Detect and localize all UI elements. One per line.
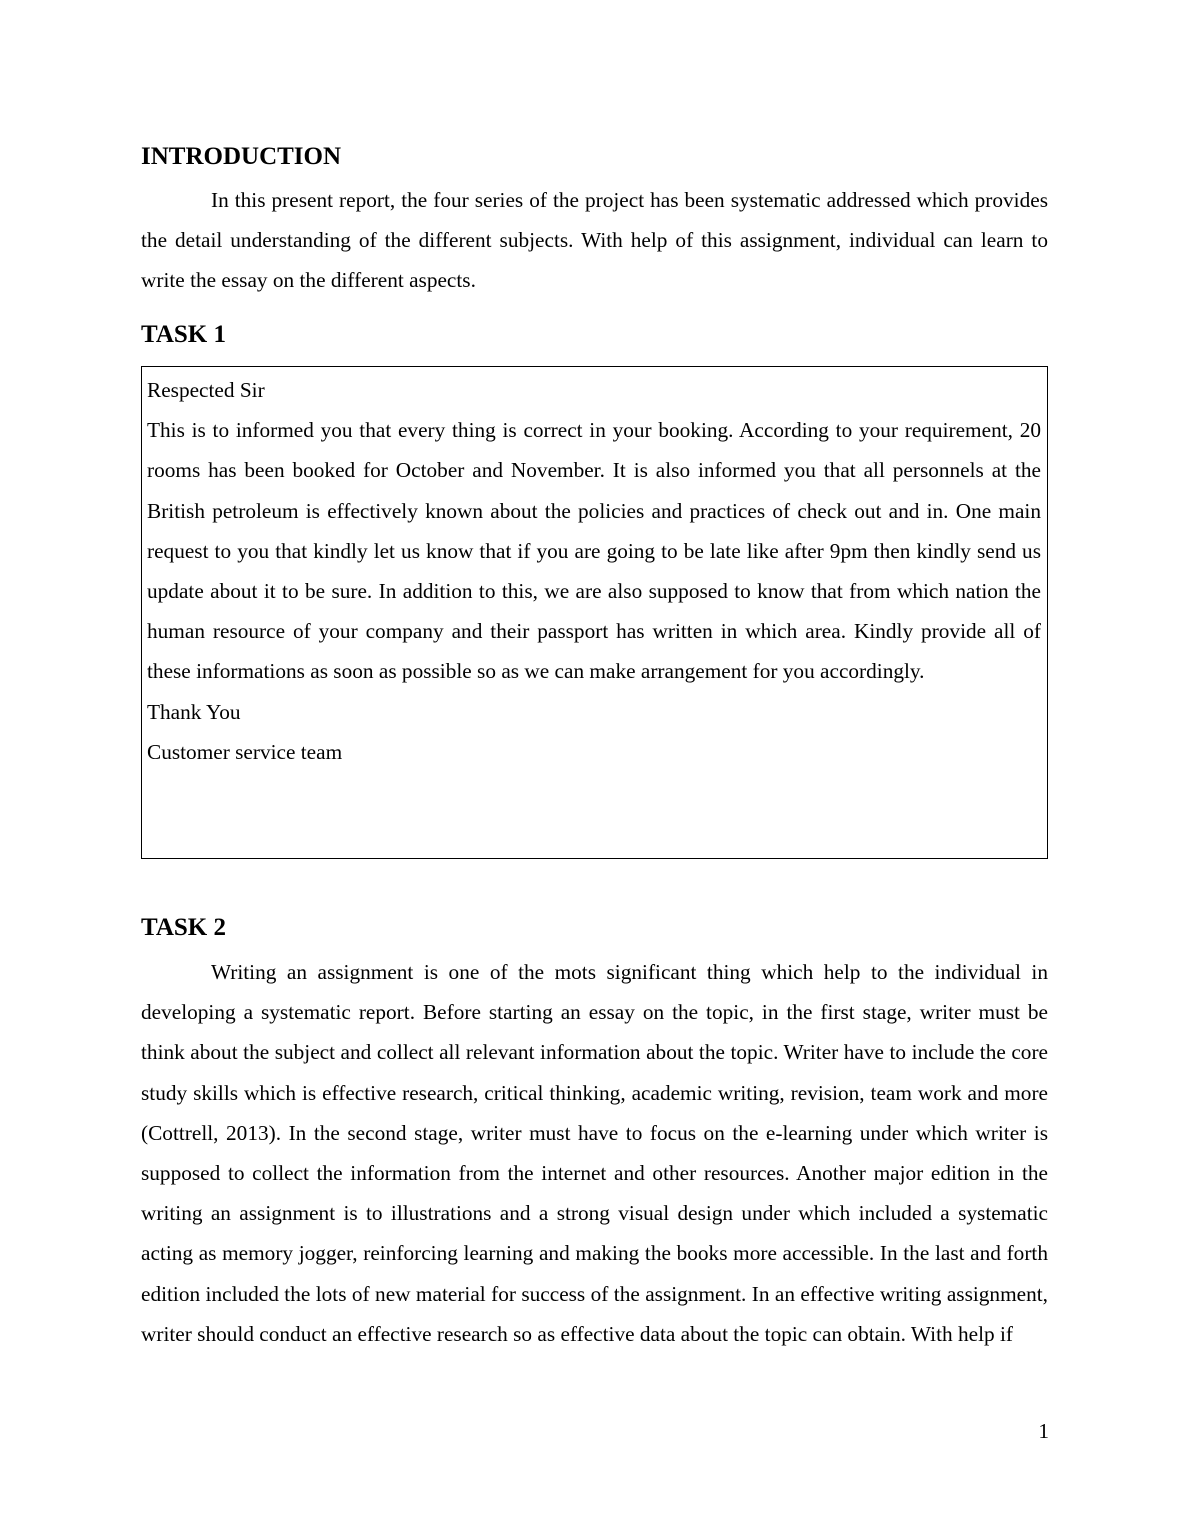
letter-signature: Customer service team [147,739,343,764]
task1-heading: TASK 1 [141,321,226,348]
task2-heading: TASK 2 [141,914,226,941]
introduction-paragraph: In this present report, the four series of the project has been systematic addressed which provides the detail understanding of the different subjects. With help of this assignment, individual can learn to write the essay on the different aspects. [141,188,1048,293]
letter-closing: Thank You [147,699,241,724]
page-number: 1 [1038,1419,1049,1443]
letter-salutation: Respected Sir [147,378,265,402]
letter-box [141,366,1048,859]
introduction-heading: INTRODUCTION [141,143,342,170]
letter-body: This is to informed you that every thing is correct in your booking. According to your requirement, 20 rooms has been booked for October and November. It is also informed you that all personnels at the British petroleum is effectively known about the policies and practices of check out and in. One main request to you that kindly let us know that if you are going to be late like after 9pm then kindly send us update about it to be sure. In addition to this, we are also supposed to know that from which nation the human resource of your company and their passport has written in which area. Kindly provide all of these informations as soon as possible so as we can make arrangement for you accordingly. [147,418,1041,684]
task2-paragraph: Writing an assignment is one of the mots significant thing which help to the individual in developing a systematic report. Before starting an essay on the topic, in the first stage, writer must be think about the subject and collect all relevant information about the topic. Writer have to include the core study skills which is effective research, critical thinking, academic writing, revision, team work and more (Cottrell, 2013). In the second stage, writer must have to focus on the e-learning under which writer is supposed to collect the information from the internet and other resources. Another major edition in the writing an assignment is to illustrations and a strong visual design under which included a systematic acting as memory jogger, reinforcing learning and making the books more accessible. In the last and forth edition included the lots of new material for success of the assignment. In an effective writing assignment, writer should conduct an effective research so as effective data about the topic can obtain. With help if [141,960,1048,1346]
